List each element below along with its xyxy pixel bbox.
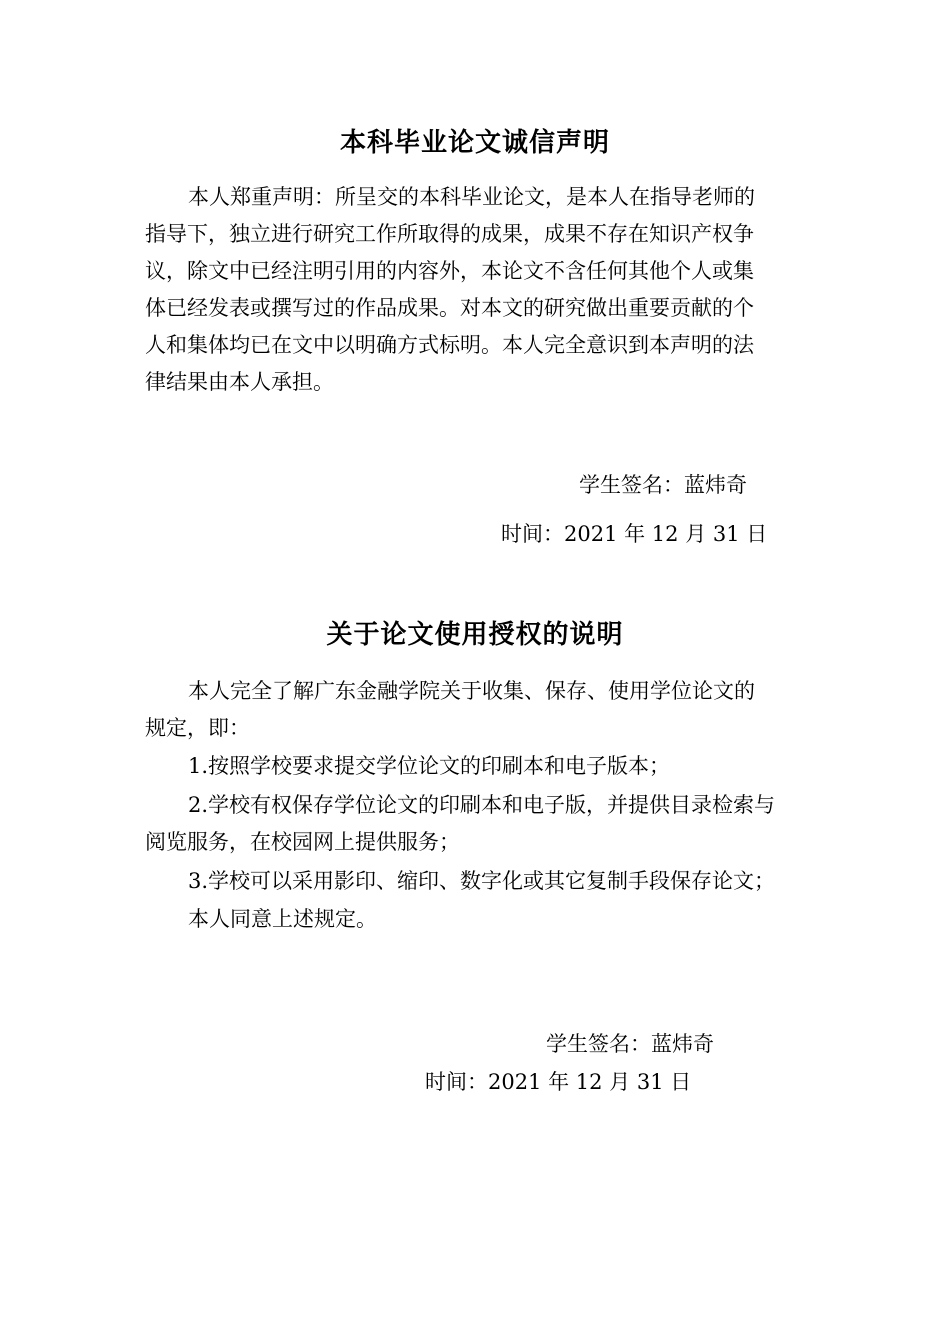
declaration-line: 本人郑重声明：所呈交的本科毕业论文，是本人在指导老师的 (188, 185, 755, 209)
authorization-date: 时间：2021 年 12 月 31 日 (425, 1070, 692, 1094)
authorization-title: 关于论文使用授权的说明 (326, 620, 624, 650)
authorization-line: 2.学校有权保存学位论文的印刷本和电子版，并提供目录检索与 (188, 793, 776, 817)
authorization-signature: 学生签名：蓝炜奇 (546, 1032, 714, 1056)
declaration-date: 时间：2021 年 12 月 31 日 (501, 522, 768, 546)
authorization-line: 3.学校可以采用影印、缩印、数字化或其它复制手段保存论文； (188, 869, 776, 893)
declaration-line: 体已经发表或撰写过的作品成果。对本文的研究做出重要贡献的个 (145, 296, 754, 320)
authorization-line: 1.按照学校要求提交学位论文的印刷本和电子版本； (188, 754, 671, 778)
declaration-line: 人和集体均已在文中以明确方式标明。本人完全意识到本声明的法 (145, 333, 754, 357)
declaration-title: 本科毕业论文诚信声明 (339, 128, 610, 158)
authorization-line: 本人完全了解广东金融学院关于收集、保存、使用学位论文的 (188, 679, 755, 703)
declaration-line: 律结果由本人承担。 (145, 370, 334, 394)
declaration-signature: 学生签名：蓝炜奇 (579, 473, 747, 497)
authorization-line: 规定，即： (145, 716, 250, 740)
authorization-line: 阅览服务，在校园网上提供服务； (145, 830, 460, 854)
declaration-line: 议，除文中已经注明引用的内容外，本论文不含任何其他个人或集 (145, 259, 754, 283)
authorization-line: 本人同意上述规定。 (188, 907, 377, 931)
declaration-line: 指导下，独立进行研究工作所取得的成果，成果不存在知识产权争 (145, 222, 754, 246)
